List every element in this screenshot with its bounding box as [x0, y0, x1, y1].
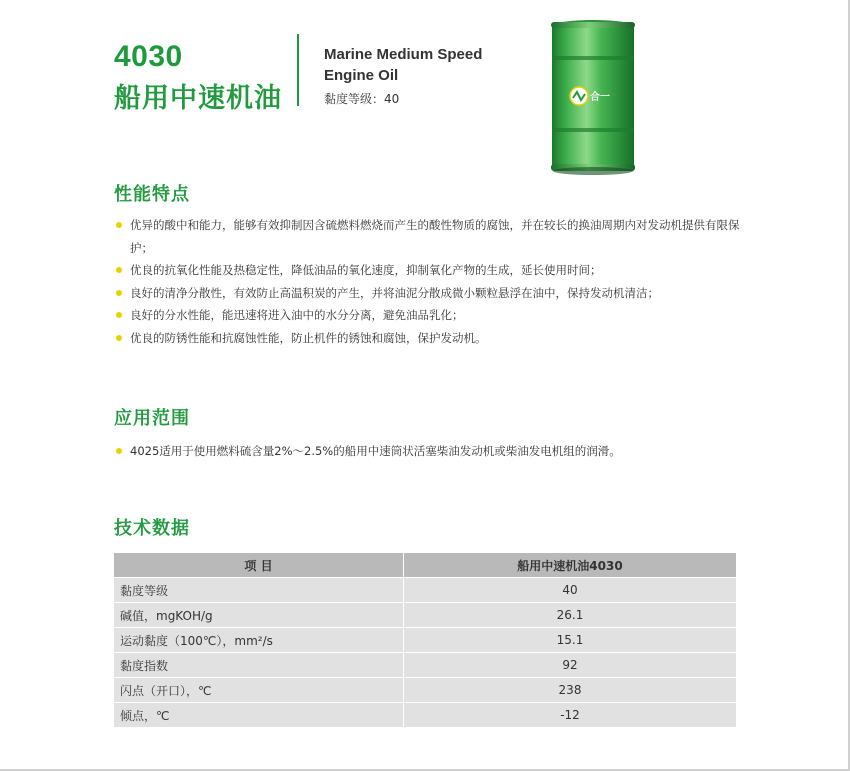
table-cell-value: 92: [404, 653, 737, 678]
table-row: [114, 678, 737, 703]
table-cell-value: 40: [404, 578, 737, 603]
list-item: 良好的清净分散性，有效防止高温积炭的产生，并将油泥分散成微小颗粒悬浮在油中，保持发动机清洁；: [114, 282, 754, 305]
table-cell-property: 黏度指数: [114, 653, 404, 678]
features-list: [114, 214, 754, 349]
list-item: 优良的防锈性能和抗腐蚀性能，防止机件的锈蚀和腐蚀，保护发动机。: [114, 327, 754, 350]
applications-title: 应用范围: [114, 408, 190, 429]
table-cell-value: 238: [404, 678, 737, 703]
applications-list: [114, 440, 754, 463]
table-cell-property: 运动黏度（100℃），mm²/s: [114, 628, 404, 653]
product-title-en: Marine Medium Speed Engine Oil: [324, 46, 483, 84]
table-cell-property: 碱值，mgKOH/g: [114, 603, 404, 628]
table-cell-value: -12: [404, 703, 737, 728]
table-row: [114, 653, 737, 678]
table-row: [114, 578, 737, 603]
tech-data-table: [114, 553, 737, 727]
list-item: 良好的分水性能，能迅速将进入油中的水分分离，避免油品乳化；: [114, 304, 754, 327]
oil-barrel-image: [549, 18, 637, 176]
table-cell-property: 倾点，℃: [114, 703, 404, 728]
table-row: [114, 628, 737, 653]
brand-logo: [570, 87, 588, 105]
table-row: [114, 703, 737, 728]
viscosity-grade: 黏度等级：40: [324, 92, 400, 106]
product-title-cn: 船用中速机油: [114, 83, 282, 114]
table-cell-value: 26.1: [404, 603, 737, 628]
header-divider: [297, 34, 299, 106]
features-title: 性能特点: [114, 184, 190, 205]
list-item: 优异的酸中和能力，能够有效抑制因含硫燃料燃烧而产生的酸性物质的腐蚀，并在较长的换油周期内对发动机提供有限保护；: [114, 214, 754, 259]
column-header-item: 项 目: [114, 553, 404, 578]
list-item: 4025适用于使用燃料硫含量2%～2.5%的船用中速筒状活塞柴油发动机或柴油发电机组的润滑。: [114, 440, 754, 463]
table-header-row: [114, 553, 737, 578]
table-cell-property: 闪点（开口），℃: [114, 678, 404, 703]
tech-data-title: 技术数据: [114, 518, 190, 539]
column-header-product: 船用中速机油4030: [404, 553, 737, 578]
table-row: [114, 603, 737, 628]
product-code: 4030: [114, 40, 183, 73]
table-cell-property: 黏度等级: [114, 578, 404, 603]
brand-logo-text: 合一: [590, 92, 610, 103]
list-item: 优良的抗氧化性能及热稳定性，降低油品的氧化速度，抑制氧化产物的生成，延长使用时间；: [114, 259, 754, 282]
table-cell-value: 15.1: [404, 628, 737, 653]
